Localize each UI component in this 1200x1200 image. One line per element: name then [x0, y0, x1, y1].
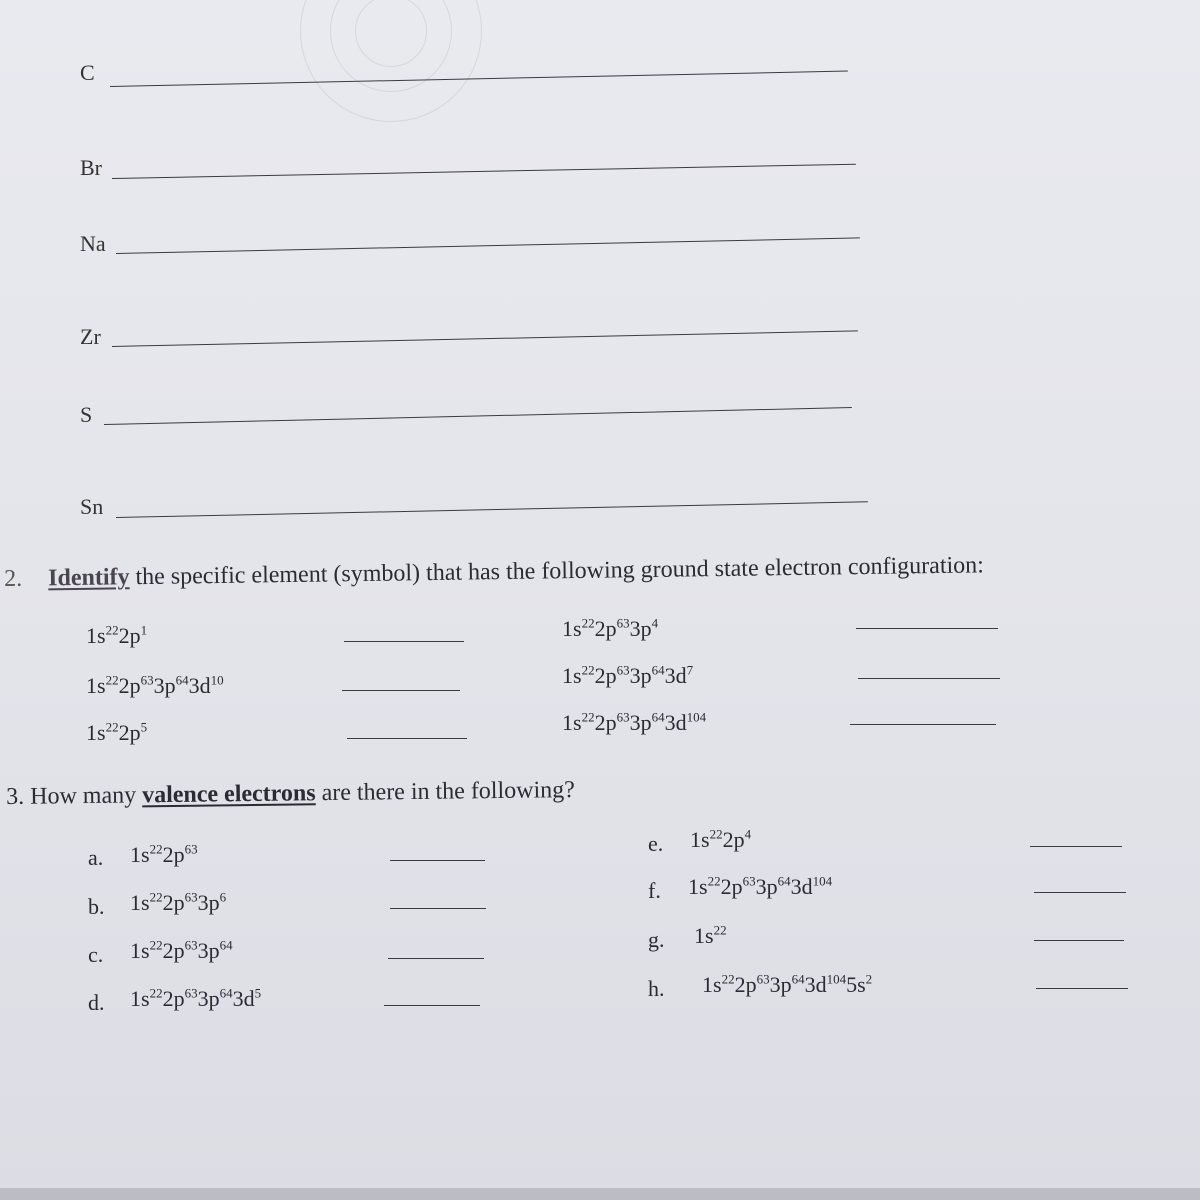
question-3-number: 3. [6, 783, 25, 810]
q3-config-c: $1s^{22}2p^{63}3p^{64}$ [130, 937, 233, 963]
q3-config-d: $1s^{22}2p^{63}3p^{64}3d^5$ [130, 985, 262, 1011]
q2-config-5: $1s^{22}2p^{63}3p^{64}3d^7$ [562, 662, 694, 688]
question-3-keyword: valence electrons [141, 780, 316, 809]
element-label-zr: Zr [80, 324, 101, 349]
q3-answer-blank-g[interactable] [1034, 940, 1124, 941]
q2-config-2: $1s^{22}2p^{63}3p^{64}3d^{10}$ [86, 672, 224, 698]
q3-answer-blank-b[interactable] [390, 908, 486, 909]
element-label-c: C [80, 60, 95, 85]
q3-letter-d: d. [88, 990, 105, 1015]
q3-config-h: $1s^{22}2p^{63}3p^{64}3d^{104}5s^2$ [702, 971, 873, 997]
q3-config-g: $1s^{22}$ [694, 922, 727, 948]
q3-config-f: $1s^{22}2p^{63}3p^{64}3d^{104}$ [688, 873, 833, 899]
answer-line-s[interactable] [104, 407, 852, 425]
question-3-heading [6, 777, 575, 811]
q2-config-4: $1s^{22}2p^{63}3p^4$ [562, 615, 659, 641]
element-label-sn: Sn [80, 494, 104, 519]
question-2-number: 2. [4, 565, 23, 592]
page-bottom-edge [0, 1188, 1200, 1200]
answer-line-zr[interactable] [112, 330, 858, 347]
q3-config-b: $1s^{22}2p^{63}3p^6$ [130, 889, 227, 915]
q3-letter-b: b. [88, 894, 105, 919]
q3-answer-blank-f[interactable] [1034, 892, 1126, 893]
question-2-heading [4, 552, 984, 593]
element-label-s: S [80, 402, 93, 427]
element-label-br: Br [80, 155, 102, 180]
answer-line-c[interactable] [110, 71, 848, 87]
q2-answer-blank-5[interactable] [858, 678, 1000, 679]
q3-config-e: $1s^{22}2p^4$ [690, 826, 752, 852]
question-2-keyword: Identify [47, 564, 130, 592]
answer-line-na[interactable] [116, 237, 860, 254]
q3-letter-c: c. [88, 942, 104, 967]
q3-answer-blank-h[interactable] [1036, 988, 1128, 989]
question-3-suffix: are there in the following? [315, 777, 575, 807]
q2-config-6: $1s^{22}2p^{63}3p^{64}3d^{104}$ [562, 709, 707, 735]
q3-config-a: $1s^{22}2p^{63}$ [130, 841, 198, 867]
q3-letter-a: a. [88, 845, 104, 870]
q2-answer-blank-2[interactable] [342, 690, 460, 691]
q2-config-3: $1s^{22}2p^5$ [86, 719, 148, 745]
element-label-na: Na [80, 231, 106, 256]
q3-answer-blank-d[interactable] [384, 1005, 480, 1006]
q2-answer-blank-4[interactable] [856, 628, 998, 629]
q2-answer-blank-3[interactable] [347, 738, 467, 739]
q2-answer-blank-6[interactable] [850, 724, 996, 725]
q3-answer-blank-c[interactable] [388, 958, 484, 959]
question-3-prefix: How many [29, 782, 143, 810]
q3-letter-e: e. [648, 831, 664, 856]
q3-answer-blank-e[interactable] [1030, 846, 1122, 847]
q3-answer-blank-a[interactable] [390, 860, 485, 861]
answer-line-sn[interactable] [116, 501, 868, 518]
question-2-text: the specific element (symbol) that has the following ground state electron configuration: [129, 552, 985, 591]
q3-letter-h: h. [648, 976, 665, 1001]
q3-letter-g: g. [648, 927, 665, 952]
q3-letter-f: f. [648, 878, 661, 903]
answer-line-br[interactable] [112, 164, 856, 179]
q2-answer-blank-1[interactable] [344, 641, 464, 642]
q2-config-1: $1s^{22}2p^1$ [86, 622, 148, 648]
